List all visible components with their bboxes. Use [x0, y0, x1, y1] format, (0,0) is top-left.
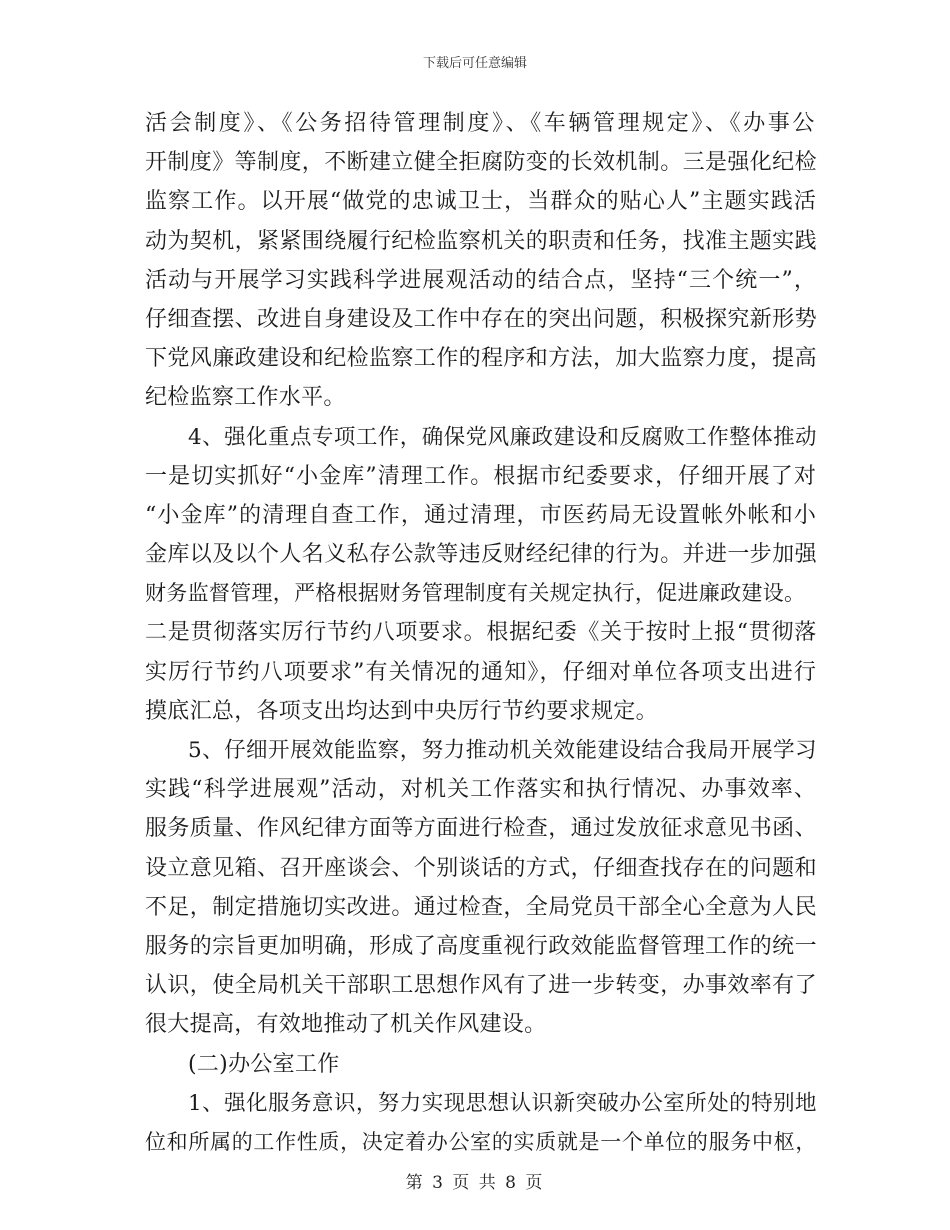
text-line: 1、强化服务意识，努力实现思想认识新突破办公室所处的特别地: [188, 1090, 817, 1116]
text-line: 动为契机，紧紧围绕履行纪检监察机关的职责和任务，找准主题实践: [145, 228, 817, 254]
text-line: 活动与开展学习实践科学进展观活动的结合点，坚持“三个统一”，: [145, 267, 817, 293]
text-line: 服务的宗旨更加明确，形成了高度重视行政效能监督管理工作的统一: [145, 933, 817, 959]
page-header: 下载后可任意编辑: [422, 56, 527, 71]
text-line: 不足，制定措施切实改进。通过检查，全局党员干部全心全意为人民: [145, 894, 817, 920]
text-line: 金库以及以个人名义私存公款等违反财经纪律的行为。并进一步加强: [145, 542, 817, 568]
text-line: 二是贯彻落实厉行节约八项要求。根据纪委《关于按时上报“贯彻落: [145, 620, 817, 646]
text-line: 4、强化重点专项工作，确保党风廉政建设和反腐败工作整体推动: [188, 424, 817, 450]
text-line: “小金库”的清理自查工作，通过清理，市医药局无设置帐外帐和小: [145, 502, 817, 528]
text-line: 监察工作。以开展“做党的忠诚卫士，当群众的贴心人”主题实践活: [145, 189, 817, 215]
text-line: 实践“科学进展观”活动，对机关工作落实和执行情况、办事效率、: [145, 777, 817, 803]
text-line: 5、仔细开展效能监察，努力推动机关效能建设结合我局开展学习: [188, 738, 817, 763]
text-line: 活会制度》、《公务招待管理制度》、《车辆管理规定》、《办事公: [145, 111, 817, 136]
text-line: 下党风廉政建设和纪检监察工作的程序和方法，加大监察力度，提高: [145, 346, 817, 372]
text-line: 仔细查摆、改进自身建设及工作中存在的突出问题，积极探究新形势: [145, 306, 817, 332]
page-footer: 第 3 页 共 8 页: [405, 1173, 545, 1193]
text-line: 很大提高，有效地推动了机关作风建设。: [145, 1012, 547, 1038]
text-line: 一是切实抓好“小金库”清理工作。根据市纪委要求，仔细开展了对: [145, 463, 817, 489]
text-line: 设立意见箱、召开座谈会、个别谈话的方式，仔细查找存在的问题和: [145, 855, 817, 881]
text-line: 认识，使全局机关干部职工思想作风有了进一步转变，办事效率有了: [145, 973, 817, 999]
text-line: 实厉行节约八项要求”有关情况的通知》，仔细对单位各项支出进行: [145, 659, 817, 685]
document-body: [145, 104, 817, 1162]
text-line: 开制度》等制度，不断建立健全拒腐防变的长效机制。三是强化纪检: [145, 150, 817, 176]
text-line: 位和所属的工作性质，决定着办公室的实质就是一个单位的服务中枢，: [145, 1129, 817, 1154]
text-line: (二)办公室工作: [188, 1051, 340, 1077]
text-line: 摸底汇总，各项支出均达到中央厉行节约要求规定。: [145, 698, 658, 724]
text-line: 纪检监察工作水平。: [145, 385, 346, 411]
text-line: 服务质量、作风纪律方面等方面进行检查，通过发放征求意见书函、: [145, 816, 817, 842]
text-line: 财务监督管理，严格根据财务管理制度有关规定执行，促进廉政建设。: [145, 581, 806, 606]
